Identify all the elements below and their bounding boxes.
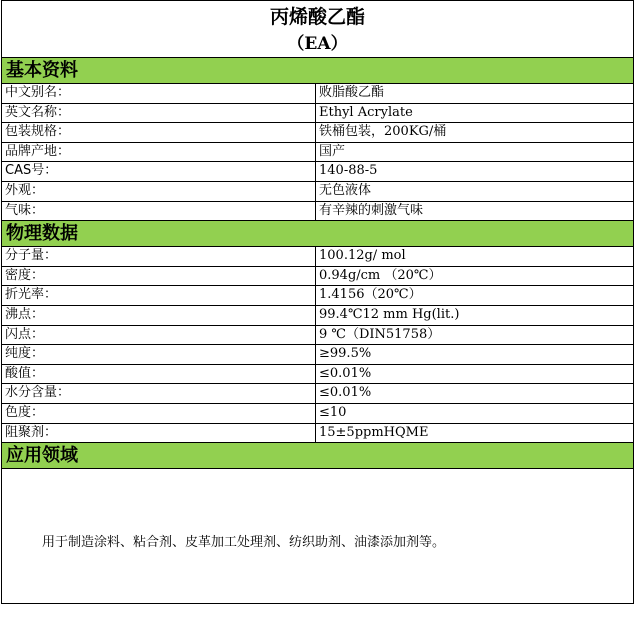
row-value: 有辛辣的刺激气味 [319,202,424,218]
row-label: 闪点： [2,326,316,345]
section-heading-basic: 基本资料 [2,58,633,84]
row-label: 酸值： [2,365,316,384]
row-value: 15±5ppmHQME [319,424,429,440]
row-value: 140-88-5 [319,163,378,179]
row-label: 密度： [2,267,316,286]
product-title: 丙烯酸乙酯 [269,6,365,28]
physical-data-table [2,247,633,443]
row-label: 外观： [2,182,316,201]
application-body [2,469,633,619]
row-label: 水分含量： [2,384,316,403]
row-label: 折光率： [2,286,316,305]
table-row [2,365,633,385]
table-row [2,326,633,346]
row-label: 品牌产地： [2,143,316,162]
row-label: CAS号： [2,162,316,181]
table-row [2,202,633,222]
table-row [2,424,633,444]
table-row [2,286,633,306]
row-value: 无色液体 [319,182,372,198]
row-value: ≤10 [319,404,347,420]
row-value: 铁桶包装，200KG/桶 [319,124,447,140]
row-label: 中文别名： [2,84,316,103]
table-row [2,143,633,163]
row-value: 0.94g/cm （20℃） [319,267,442,283]
product-data-sheet [1,0,634,604]
table-row [2,162,633,182]
table-row [2,84,633,104]
table-row [2,306,633,326]
product-abbreviation: （EA） [287,34,348,54]
section-heading-application: 应用领域 [2,443,633,469]
row-value: 99.4℃12 mm Hg(lit.) [319,306,460,322]
row-label: 英文名称： [2,104,316,123]
row-value: Ethyl Acrylate [319,104,413,120]
row-value: 国产 [319,143,346,159]
table-row [2,247,633,267]
table-row [2,345,633,365]
row-value: 败脂酸乙酯 [319,85,385,100]
row-value: ≥99.5% [319,346,372,362]
table-row [2,123,633,143]
application-text: 用于制造涂料、粘合剂、皮革加工处理剂、纺织助剂、油漆添加剂等。 [42,535,446,551]
row-label: 包装规格： [2,123,316,142]
section-heading-physical: 物理数据 [2,221,633,247]
row-value: 9 ℃（DIN51758） [319,326,441,342]
row-value: ≤0.01% [319,385,372,401]
row-label: 阻聚剂： [2,424,316,443]
table-row [2,267,633,287]
row-label: 分子量： [2,247,316,266]
row-value: ≤0.01% [319,365,372,381]
row-label: 气味： [2,202,316,221]
row-label: 沸点： [2,306,316,325]
table-row [2,384,633,404]
basic-info-table [2,84,633,221]
row-label: 纯度： [2,345,316,364]
row-value: 100.12g/ mol [319,248,406,264]
table-row [2,182,633,202]
row-label: 色度： [2,404,316,423]
row-value: 1.4156（20℃） [319,287,422,303]
table-row [2,404,633,424]
title-block [2,1,633,58]
table-row [2,104,633,124]
